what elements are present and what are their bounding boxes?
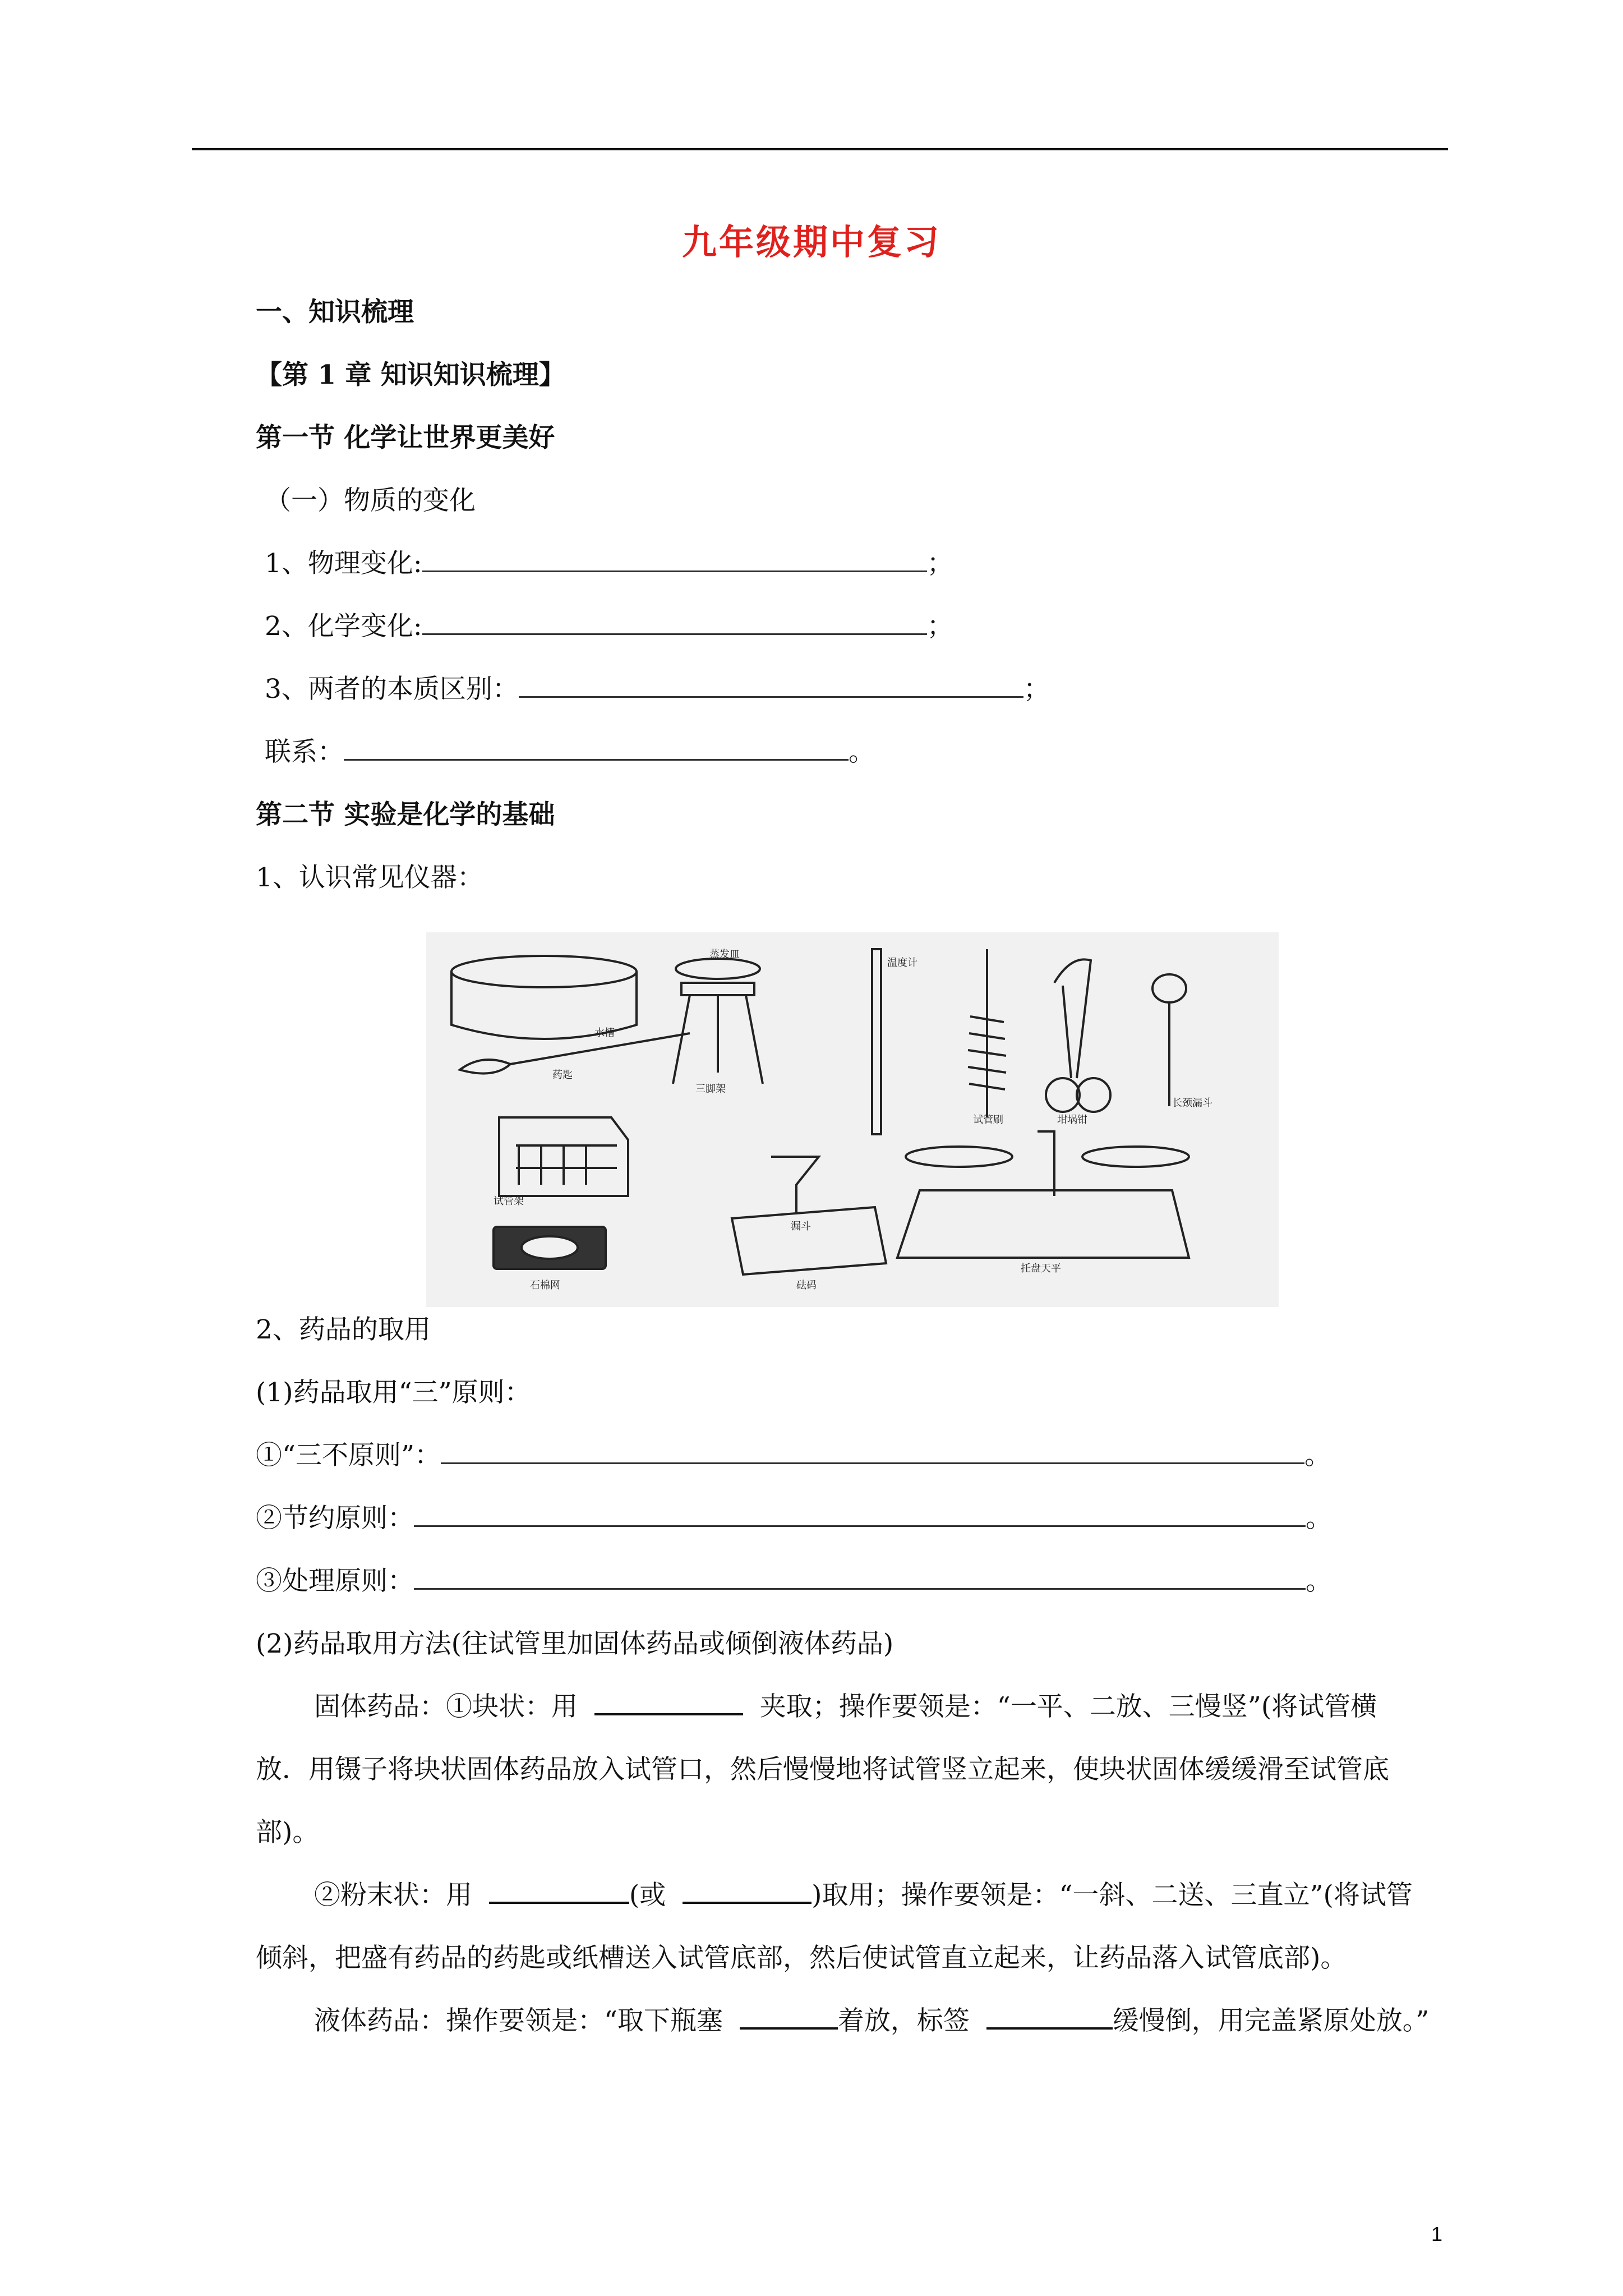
semicolon: ； bbox=[926, 548, 953, 579]
period: 。 bbox=[1306, 1503, 1332, 1534]
answer-blank[interactable] bbox=[489, 1879, 629, 1904]
answer-blank[interactable] bbox=[414, 1566, 1306, 1590]
answer-blank[interactable] bbox=[422, 548, 927, 572]
label-tripod: 三脚架 bbox=[695, 1083, 726, 1095]
part1-heading: 第一节 化学让世界更美好 bbox=[256, 422, 555, 453]
instruments-heading: 1、认识常见仪器： bbox=[256, 862, 483, 893]
section-heading: 一、知识梳理 bbox=[256, 297, 414, 328]
label-tube-rack: 试管架 bbox=[494, 1195, 524, 1207]
page-title: 九年级期中复习 bbox=[681, 222, 941, 263]
physical-change-label: 1、物理变化: bbox=[265, 548, 422, 579]
liquid-text-end: 缓慢倒，用完盖紧原处放。” bbox=[1112, 2005, 1430, 2036]
water-trough-icon bbox=[451, 956, 637, 987]
answer-blank[interactable] bbox=[414, 1503, 1306, 1527]
chemical-change-label: 2、化学变化: bbox=[265, 611, 422, 642]
fill-line-difference bbox=[265, 672, 1050, 707]
rule-heading: (1)药品取用“三”原则： bbox=[256, 1377, 531, 1408]
funnel-icon bbox=[771, 1157, 819, 1213]
rule2-label: ②节约原则： bbox=[256, 1503, 414, 1534]
evap-dish-icon bbox=[676, 959, 760, 979]
period: 。 bbox=[1306, 1566, 1332, 1596]
label-evap-dish: 蒸发皿 bbox=[709, 949, 740, 960]
label-crucible-tongs: 坩埚钳 bbox=[1057, 1114, 1087, 1126]
solid-line-1 bbox=[314, 1690, 1377, 1724]
powder-label: ②粉末状：用 bbox=[314, 1880, 472, 1911]
fill-line-physical-change bbox=[265, 546, 953, 581]
liquid-line bbox=[314, 2004, 1429, 2039]
spoon-icon bbox=[460, 1033, 690, 1074]
semicolon: ； bbox=[1023, 674, 1050, 705]
solid-line-3: 部)。 bbox=[256, 1817, 319, 1848]
label-long-funnel: 长颈漏斗 bbox=[1172, 1097, 1212, 1109]
label-tube-brush: 试管刷 bbox=[973, 1114, 1003, 1126]
powder-line-2: 倾斜，把盛有药品的药匙或纸槽送入试管底部，然后使试管直立起来，让药品落入试管底部)。 bbox=[256, 1943, 1347, 1973]
lab-instruments-drawing bbox=[426, 932, 1279, 1307]
thermometer-icon bbox=[872, 949, 881, 1134]
semicolon: ； bbox=[926, 611, 953, 642]
period: 。 bbox=[1304, 1440, 1331, 1471]
label-spoon: 药匙 bbox=[552, 1069, 573, 1081]
answer-blank[interactable] bbox=[422, 611, 927, 635]
powder-line-1 bbox=[314, 1878, 1413, 1913]
reagent-heading: 2、药品的取用 bbox=[256, 1314, 431, 1345]
liquid-label: 液体药品：操作要领是：“取下瓶塞 bbox=[314, 2005, 723, 2036]
fill-line-relation bbox=[265, 735, 875, 770]
label-water-trough: 水槽 bbox=[594, 1027, 615, 1039]
answer-blank[interactable] bbox=[344, 737, 849, 761]
chapter-heading: 【第 1 章 知识知识梳理】 bbox=[256, 360, 565, 390]
fill-line-chemical-change bbox=[265, 609, 953, 644]
answer-blank[interactable] bbox=[683, 1879, 811, 1904]
weights-box-icon bbox=[732, 1207, 886, 1274]
label-balance: 托盘天平 bbox=[1021, 1263, 1061, 1274]
long-funnel-icon bbox=[1152, 974, 1186, 1002]
period: 。 bbox=[849, 737, 875, 767]
fill-line-rule2 bbox=[256, 1501, 1332, 1536]
relation-label: 联系： bbox=[265, 737, 344, 767]
powder-text: )取用；操作要领是：“一斜、二送、三直立”(将试管 bbox=[811, 1880, 1413, 1911]
header-rule bbox=[192, 148, 1448, 150]
liquid-text: 着放，标签 bbox=[837, 2005, 970, 2036]
powder-or: (或 bbox=[629, 1880, 666, 1911]
difference-label: 3、两者的本质区别： bbox=[265, 674, 519, 705]
answer-blank[interactable] bbox=[986, 2005, 1113, 2030]
answer-blank[interactable] bbox=[441, 1440, 1304, 1464]
answer-blank[interactable] bbox=[740, 2005, 838, 2030]
part1-subheading: （一）物质的变化 bbox=[265, 485, 476, 516]
part2-heading: 第二节 实验是化学的基础 bbox=[256, 799, 555, 830]
label-weights: 砝码 bbox=[796, 1280, 817, 1291]
rule3-label: ③处理原则： bbox=[256, 1566, 414, 1596]
lab-instruments-figure bbox=[426, 932, 1279, 1307]
label-asbestos-net: 石棉网 bbox=[530, 1280, 560, 1291]
fill-line-rule1 bbox=[256, 1438, 1331, 1473]
label-funnel: 漏斗 bbox=[791, 1221, 811, 1232]
solid-label: 固体药品：①块状：用 bbox=[314, 1691, 578, 1722]
answer-blank[interactable] bbox=[519, 674, 1023, 698]
solid-text: 夹取；操作要领是：“一平、二放、三慢竖”(将试管横 bbox=[759, 1691, 1377, 1722]
page-number: 1 bbox=[1431, 2223, 1443, 2246]
method-heading: (2)药品取用方法(往试管里加固体药品或倾倒液体药品) bbox=[256, 1628, 894, 1659]
label-thermometer: 温度计 bbox=[887, 957, 917, 969]
crucible-tongs-icon bbox=[1054, 959, 1091, 1078]
balance-icon bbox=[906, 1147, 1012, 1167]
rule1-label: ①“三不原则”： bbox=[256, 1440, 441, 1471]
answer-blank[interactable] bbox=[594, 1691, 743, 1715]
fill-line-rule3 bbox=[256, 1564, 1332, 1599]
solid-line-2: 放．用镊子将块状固体药品放入试管口，然后慢慢地将试管竖立起来，使块状固体缓缓滑至试管底 bbox=[256, 1754, 1389, 1785]
